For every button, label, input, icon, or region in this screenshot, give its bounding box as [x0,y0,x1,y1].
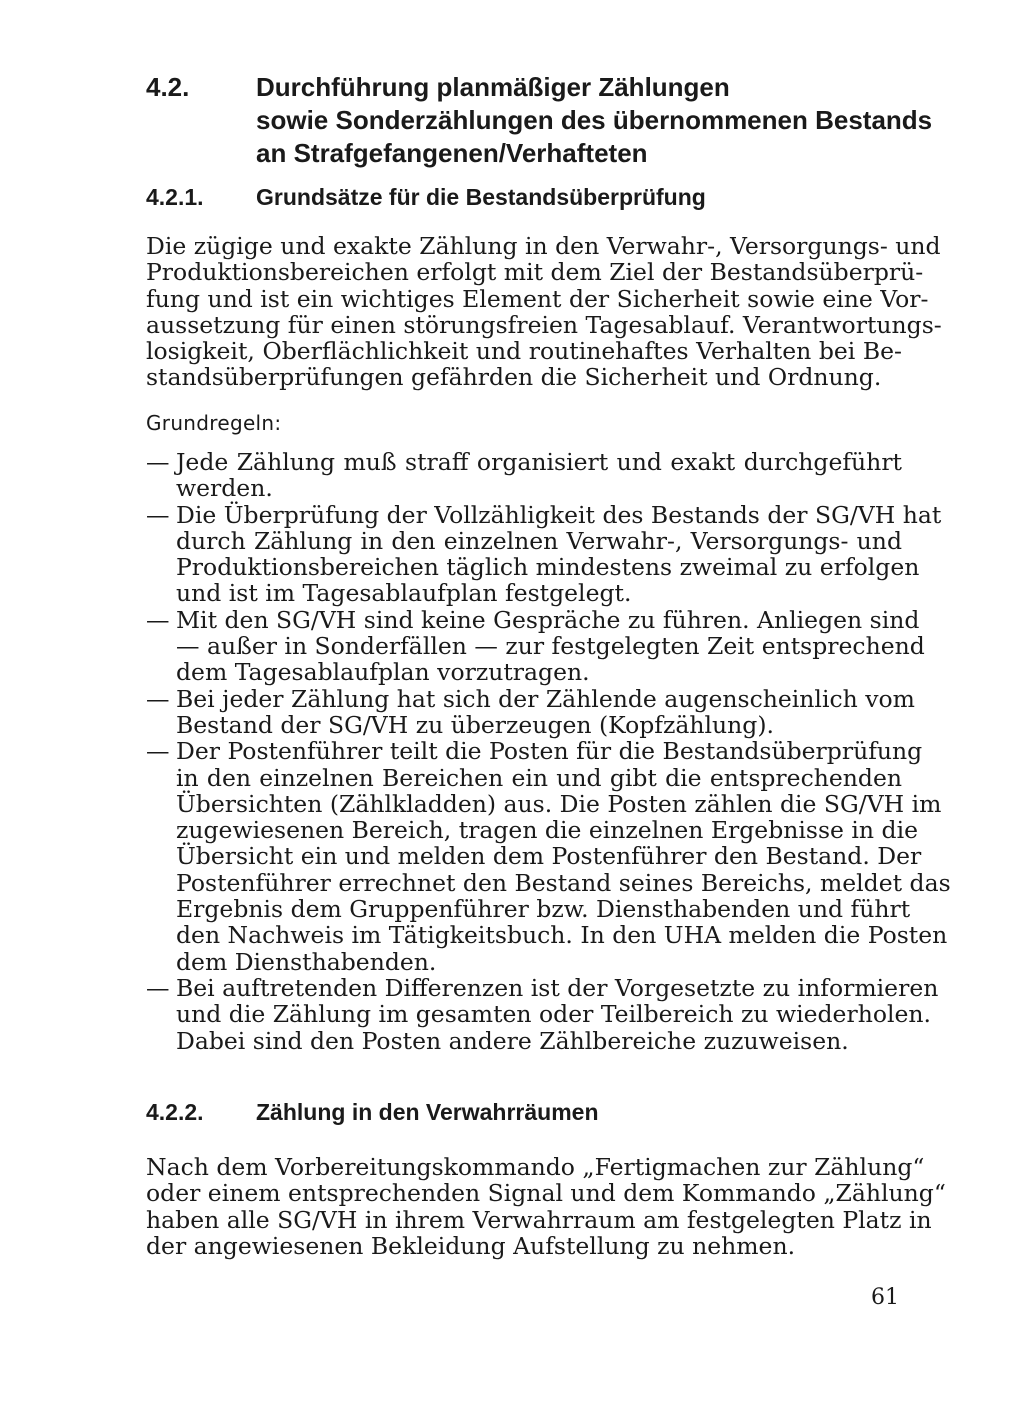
list-item-line: und die Zählung im gesamten oder Teilbereich zu wiederholen. [176,1000,932,1029]
rules-list [146,448,951,1055]
list-item-line: — außer in Sonderfällen — zur festgelegten Zeit entsprechend [176,632,925,661]
paragraph-line: der angewiesenen Bekleidung Aufstellung zu nehmen. [146,1231,796,1260]
closing-paragraph [146,1153,946,1260]
list-item-line: Übersicht ein und melden dem Postenführer den Bestand. Der [176,842,922,871]
list-item-line: werden. [176,474,273,503]
list-item-line: zugewiesenen Bereich, tragen die einzelnen Ergebnisse in die [176,816,918,845]
list-item [146,449,902,502]
paragraph-line: haben alle SG/VH in ihrem Verwahrraum am festgelegten Platz in [146,1205,932,1234]
list-item-line: Dabei sind den Posten andere Zählbereiche zuzuweisen. [176,1026,849,1055]
list-item-line: Postenführer errechnet den Bestand seines Bereichs, meldet das [176,868,951,897]
section-title-line: an Strafgefangenen/Verhafteten [256,138,648,168]
subsection-title: Grundsätze für die Bestandsüberprüfung [256,184,706,210]
section-title-line: Durchführung planmäßiger Zählungen [256,72,730,102]
dash-bullet: — [146,605,170,634]
list-item-line: Die Überprüfung der Vollzähligkeit des Bestands der SG/VH hat [176,500,942,529]
paragraph-line: aussetzung für einen störungsfreien Tagesablauf. Verantwortungs- [146,310,942,339]
list-item-line: Mit den SG/VH sind keine Gespräche zu führen. Anliegen sind [176,605,920,634]
list-item-line: in den einzelnen Bereichen ein und gibt die entsprechenden [176,763,902,792]
paragraph-line: Produktionsbereichen erfolgt mit dem Ziel der Bestandsüberprü- [146,258,924,287]
list-item-line: dem Diensthabenden. [176,947,437,976]
paragraph-line: fung und ist ein wichtiges Element der Sicherheit sowie eine Vor- [146,284,929,313]
dash-bullet: — [146,973,170,1002]
dash-bullet: — [146,737,170,766]
section-title-line: sowie Sonderzählungen des übernommenen Bestands [256,105,933,135]
subsection-number: 4.2.1. [146,184,204,210]
list-item-line: den Nachweis im Tätigkeitsbuch. In den UHA melden die Posten [176,921,948,950]
list-item-line: Bei auftretenden Differenzen ist der Vorgesetzte zu informieren [176,973,939,1002]
list-item-line: Bestand der SG/VH zu überzeugen (Kopfzählung). [176,710,774,739]
dash-bullet: — [146,448,170,476]
list-item-line: Jede Zählung muß straff organisiert und exakt durchgeführt [176,448,902,476]
dash-bullet: — [146,500,170,529]
subsection-title: Zählung in den Verwahrräumen [256,1099,599,1125]
list-item-line: Bei jeder Zählung hat sich der Zählende augenscheinlich vom [176,684,915,713]
list-item [146,737,951,976]
paragraph-line: standsüberprüfungen gefährden die Sicherheit und Ordnung. [146,363,882,392]
list-item [146,500,942,608]
intro-paragraph [146,232,942,392]
list-item-line: durch Zählung in den einzelnen Verwahr-, Versorgungs- und [176,526,902,555]
paragraph-line: Nach dem Vorbereitungskommando „Fertigmachen zur Zählung“ [146,1153,925,1181]
list-item [146,973,939,1055]
section-number: 4.2. [146,72,190,102]
list-item-line: Ergebnis dem Gruppenführer bzw. Diensthabenden und führt [176,895,911,924]
paragraph-line: oder einem entsprechenden Signal und dem Kommando „Zählung“ [146,1179,946,1208]
paragraph-line: losigkeit, Oberflächlichkeit und routinehaftes Verhalten bei Be- [146,337,902,366]
list-item [146,684,915,739]
list-item-line: Übersichten (Zählkladden) aus. Die Posten zählen die SG/VH im [176,789,942,818]
list-item-line: und ist im Tagesablaufplan festgelegt. [176,579,632,608]
paragraph-line: Die zügige und exakte Zählung in den Verwahr-, Versorgungs- und [146,232,941,260]
list-item-line: Der Postenführer teilt die Posten für die Bestandsüberprüfung [176,737,923,766]
rules-label: Grundregeln: [146,411,282,435]
list-item [146,605,925,687]
dash-bullet: — [146,684,170,713]
subsection-number: 4.2.2. [146,1099,204,1125]
page-number: 61 [871,1285,899,1310]
list-item-line: Produktionsbereichen täglich mindestens zweimal zu erfolgen [176,553,920,582]
list-item-line: dem Tagesablaufplan vorzutragen. [176,658,590,687]
